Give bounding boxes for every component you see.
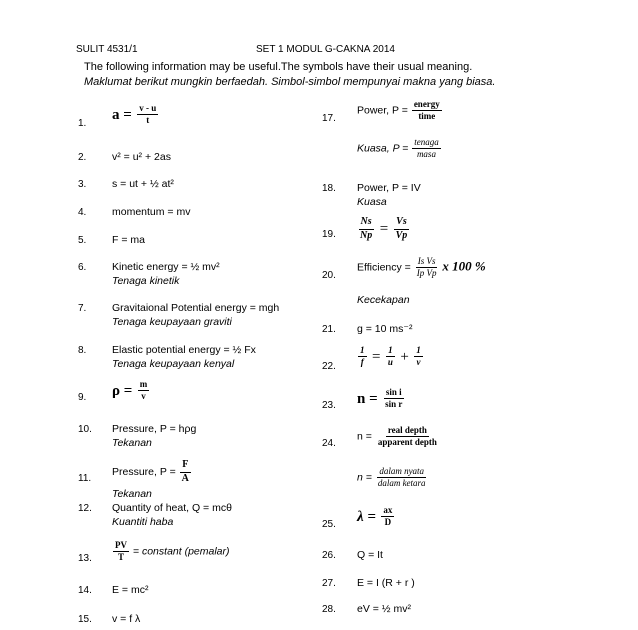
formula-charge: Q = It xyxy=(357,549,383,561)
formula-lens: $\frac{1}{f}$ = $\frac{1}{u}$ + $\frac{1}{v}$ xyxy=(360,345,421,368)
item-number: 19. xyxy=(322,229,336,240)
item-number: 15. xyxy=(78,614,92,625)
item-number: 8. xyxy=(78,345,87,356)
formula-gravitational-pe: Gravitaional Potential energy = mgh xyxy=(112,302,280,314)
formula-gravity: g = 10 ms⁻² xyxy=(357,323,413,335)
item-number: 14. xyxy=(78,585,92,596)
item-number: 6. xyxy=(78,262,87,273)
item-number: 11. xyxy=(78,473,92,484)
item-number: 22. xyxy=(322,361,336,372)
formula-power-malay: Kuasa, P = $\frac{\text{tenaga}}{\text{masa}}$ xyxy=(357,137,439,160)
item-number: 4. xyxy=(78,207,87,218)
formula-refraction: n = $\frac{\text{sin i}}{\text{sin r}}$ xyxy=(357,387,403,410)
label-malay: Tenaga kinetik xyxy=(112,275,180,287)
formula-v-squared: v² = u² + 2as xyxy=(112,151,171,163)
formula-wave-speed: v = f λ xyxy=(112,613,141,625)
item-number: 24. xyxy=(322,438,336,449)
formula-heat: Quantity of heat, Q = mcθ xyxy=(112,502,232,514)
intro-english: The following information may be useful.The symbols have their usual meaning. xyxy=(84,61,473,73)
formula-pressure-liquid: Pressure, P = hρg xyxy=(112,423,197,435)
formula-depth-malay: n = $\frac{\text{dalam nyata}}{\text{dalam ketara}}$ xyxy=(357,466,426,489)
item-number: 27. xyxy=(322,578,336,589)
item-number: 28. xyxy=(322,604,336,615)
formula-power-energy: Power, P = $\frac{\text{energy}}{\text{time}}$ xyxy=(357,99,440,122)
item-number: 12. xyxy=(78,503,92,514)
label-malay: Tekanan xyxy=(112,488,152,500)
item-number: 10. xyxy=(78,424,92,435)
item-number: 20. xyxy=(322,270,336,281)
formula-momentum: momentum = mv xyxy=(112,206,191,218)
formula-mass-energy: E = mc² xyxy=(112,584,149,596)
formula-wavelength: λ = $\frac{ax}{D}$ xyxy=(357,505,393,528)
item-number: 1. xyxy=(78,118,87,129)
item-number: 13. xyxy=(78,553,92,564)
label-malay: Kuantiti haba xyxy=(112,516,174,528)
item-number: 18. xyxy=(322,183,336,194)
item-number: 17. xyxy=(322,113,336,124)
label-malay: Kuasa xyxy=(357,196,387,208)
item-number: 2. xyxy=(78,152,87,163)
item-number: 9. xyxy=(78,392,87,403)
label-malay: Kecekapan xyxy=(357,294,410,306)
formula-emf: E = I (R + r ) xyxy=(357,577,415,589)
label-malay: Tenaga keupayaan kenyal xyxy=(112,358,235,370)
formula-electron-energy: eV = ½ mv² xyxy=(357,603,411,615)
formula-kinetic-energy: Kinetic energy = ½ mv² xyxy=(112,261,220,273)
item-number: 26. xyxy=(322,550,336,561)
header-code: SULIT 4531/1 xyxy=(76,44,138,55)
formula-real-depth: n = $\frac{\text{real depth}}{\text{apparent depth}}$ xyxy=(357,425,437,448)
formula-transformer: $\frac{Ns}{Np}$ = $\frac{Vs}{Vp}$ xyxy=(360,216,408,241)
label-malay: Tenaga keupayaan graviti xyxy=(112,316,232,328)
intro-malay: Maklumat berikut mungkin berfaedah. Simbol-simbol mempunyai makna yang biasa. xyxy=(84,76,496,88)
formula-pressure: Pressure, P = $\frac{F}{A}$ xyxy=(112,459,189,484)
label-malay: Tekanan xyxy=(112,437,152,449)
formula-displacement: s = ut + ½ at² xyxy=(112,178,174,190)
item-number: 7. xyxy=(78,303,87,314)
header-set: SET 1 MODUL G-CAKNA 2014 xyxy=(256,44,395,55)
item-number: 23. xyxy=(322,400,336,411)
item-number: 21. xyxy=(322,324,336,335)
formula-density: ρ = $\frac{m}{v}$ xyxy=(112,379,148,402)
formula-force: F = ma xyxy=(112,234,145,246)
item-number: 25. xyxy=(322,519,336,530)
formula-elastic-pe: Elastic potential energy = ½ Fx xyxy=(112,344,256,356)
formula-efficiency: Efficiency = $\frac{\text{Is Vs}}{\text{Ip Vp}}$ x 100 % xyxy=(357,256,486,279)
formula-acceleration: a = $\frac{v - u}{t}$ xyxy=(112,103,157,126)
formula-power-iv: Power, P = IV xyxy=(357,182,421,194)
formula-gas-law: $\frac{PV}{T}$ = constant (pemalar) xyxy=(115,540,230,563)
item-number: 3. xyxy=(78,179,87,190)
item-number: 5. xyxy=(78,235,87,246)
